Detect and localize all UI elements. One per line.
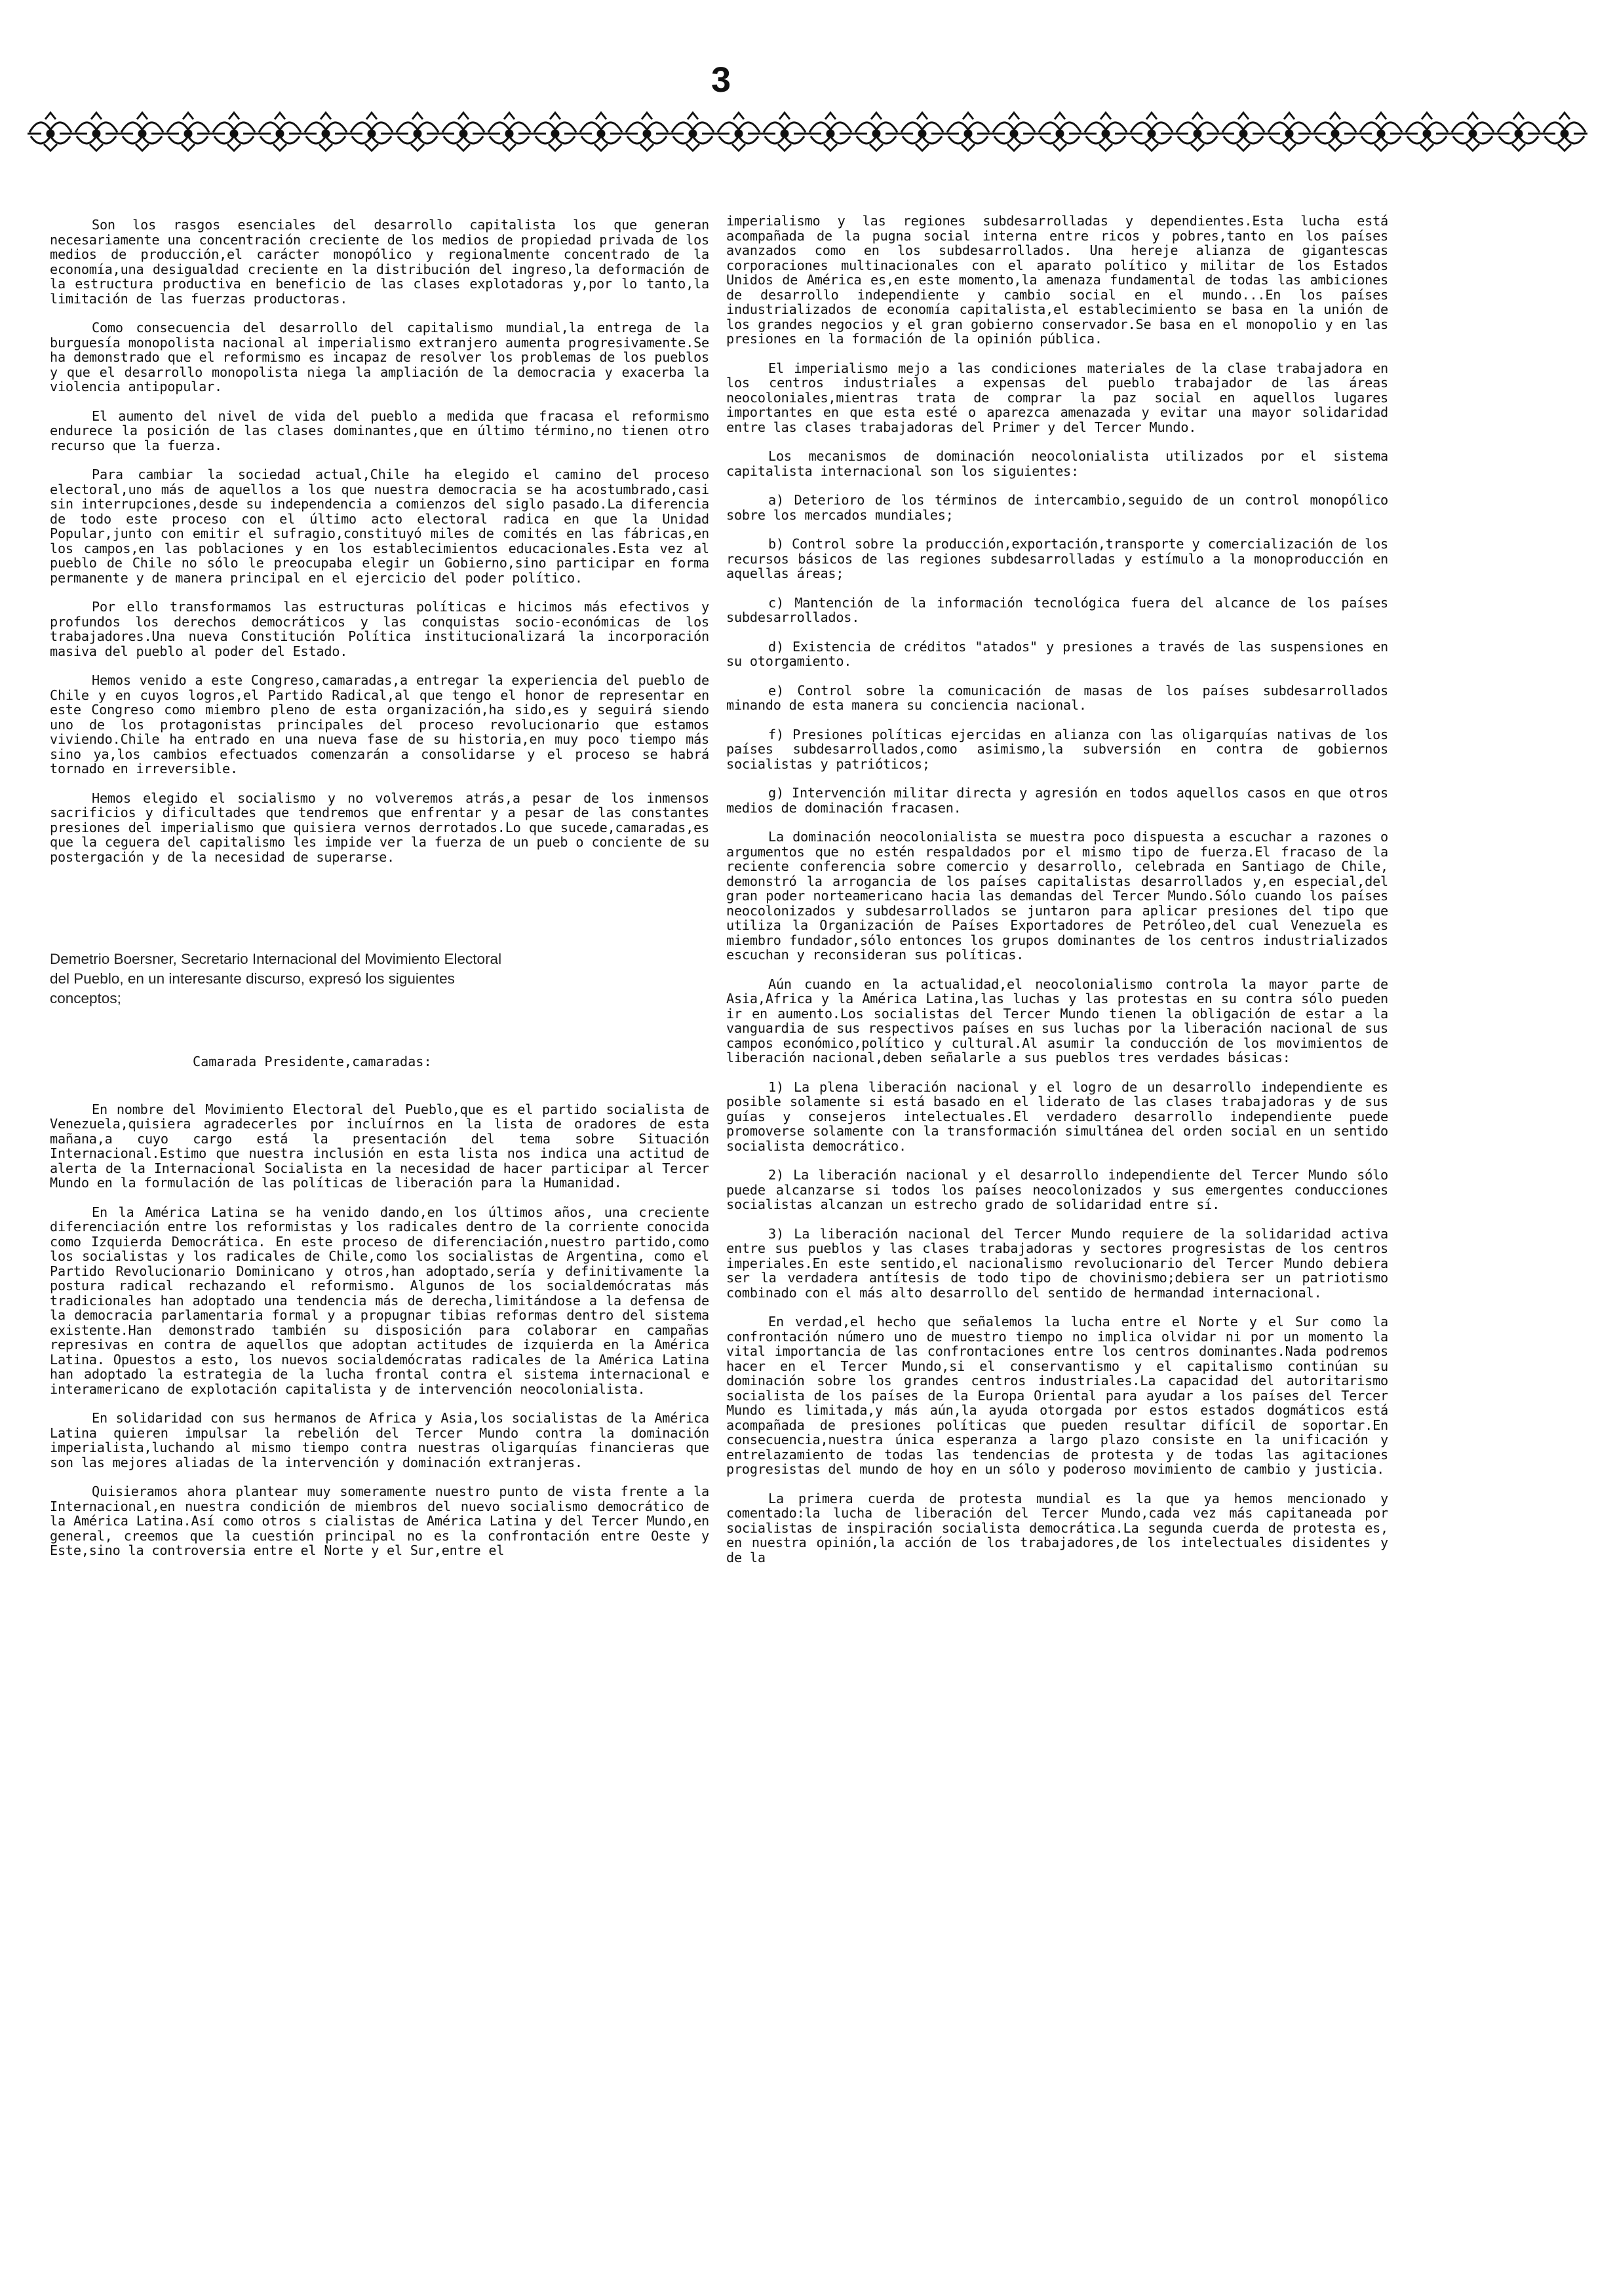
ornament-motif: [257, 113, 303, 151]
ornament-motif: [1404, 113, 1450, 151]
right-paragraph-11: La dominación neocolonialista se muestra poco dispuesta a escuchar a razones o argumentos que no estén respaldados por el mismo tipo de fuerza.El fracaso de la reciente conferencia sobre comercio y desarrollo, celebrada en Santiago de Chile, demonstró la arrogancia de los países capitalistas desarrollados y,en especial,del gran poder norteamericano hacia las demandas del Tercer Mundo.Sólo cuando los países neocolonizados y subdesarrollados se juntaron para aplicar presiones del tipo que utiliza la Organización de Países Exportadores de Petróleo,del cual Venezuela es miembro fundador,sólo entonces los grupos dominantes de los centros industrializados escuchan y reconsideran sus políticas.: [726, 829, 1388, 963]
ornament-motif: [395, 113, 440, 151]
right-column: [726, 214, 1388, 1579]
ornament-motif: [1450, 113, 1496, 151]
list-item-e: e) Control sobre la comunicación de masas de los países subdesarrollados minando de esta manera su conciencia nacional.: [726, 682, 1388, 713]
left-paragraph-1: Son los rasgos esenciales del desarrollo capitalista los que generan necesariamente una concentración creciente de los medios de propiedad privada de los medios de producción,el carácter monopólico y regionalmente concentrado de la economía,una desigualdad creciente en la distribución del ingreso,la deformación de la estructura productiva en beneficio de las clases explotadoras y,por lo tanto,la limitación de las fuerzas productoras.: [50, 217, 709, 307]
ornament-motif: [808, 113, 853, 151]
ornament-motif: [28, 113, 73, 151]
decorative-border-ornament: [28, 110, 1587, 153]
ornament-motif: [1129, 113, 1175, 151]
ornament-motif: [1358, 113, 1404, 151]
left-paragraph-6: Hemos venido a este Congreso,camaradas,a entregar la experiencia del pueblo de Chile y en cuyos logros,el Partido Radical,al que tengo el honor de representar en este Congreso como miembro pleno de esta organización,ha sido,es y seguirá siendo uno de los protagonistas principales del proceso revolucionario que estamos viviendo.Chile ha entrado en una nueva fase de su historia,en muy poco tiempo más sino ya,los cambios efectuados comenzarán a consolidarse y el proceso se habrá tornado en irreversible.: [50, 672, 709, 776]
left-paragraph-4: Para cambiar la sociedad actual,Chile ha elegido el camino del proceso electoral,uno más de aquellos a los que nuestra democracia se ha acostumbrado,casi sin interrupciones,desde su independencia a comienzos del siglo pasado.La diferencia de todo este proceso con el último acto electoral radica en que la Unidad Popular,junto con emitir el sufragio,constituyó miles de comités en las fábricas,en los campos,en las poblaciones y en los establecimientos educacionales.Esta vez al pueblo de Chile no sólo le preocupaba elegir un Gobierno,sino participar en forma permanente y de manera principal en el ejercicio del poder político.: [50, 467, 709, 586]
ornament-motif: [899, 113, 945, 151]
ornament-motif: [716, 113, 762, 151]
ornament-motif: [349, 113, 395, 151]
list-item-d: d) Existencia de créditos "atados" y presiones a través de las suspensiones en su otorgamiento.: [726, 638, 1388, 669]
left-paragraph-2: Como consecuencia del desarrollo del capitalismo mundial,la entrega de la burguesía monopolista nacional al imperialismo extranjero aumenta progresivamente.Se ha demonstrado que el reformismo es incapaz de resolver los problemas de los pueblos y que el desarrollo monopolista niega la ampliación de la democracia y exacerba la violencia antipopular.: [50, 320, 709, 394]
speech-salutation: Camarada Presidente,camaradas:: [193, 1054, 432, 1069]
ornament-motif: [532, 113, 578, 151]
ornament-motif: [1175, 113, 1220, 151]
right-paragraph-12: Aún cuando en la actualidad,el neocolonialismo controla la mayor parte de Asia,Africa y la América Latina,las luchas y las protestas en su contra sólo pueden ir en aumento.Los socialistas del Tercer Mundo tienen la obligación de estar a la vanguardia de sus respectivos países en sus luchas por la liberación nacional de sus campos económico,político y cultural.Al asumir la conducción de los movimientos de liberación nacional,deben señalarle a sus pueblos tres verdades básicas:: [726, 976, 1388, 1065]
ornament-motif: [486, 113, 532, 151]
list-item-a: a) Deterioro de los términos de intercambio,seguido de un control monopólico sobre los mercados mundiales;: [726, 492, 1388, 523]
ornament-motif: [670, 113, 716, 151]
ornament-motif: [1312, 113, 1358, 151]
ornament-motif: [945, 113, 991, 151]
truth-item-2: 2) La liberación nacional y el desarrollo independiente del Tercer Mundo sólo puede alcanzarse si todos los países neocolonizados y sus emergentes conducciones socialistas alcanzan un estrecho grado de solidaridad entre sí.: [726, 1167, 1388, 1212]
ornament-motif: [1542, 113, 1587, 151]
ornament-motif: [991, 113, 1037, 151]
speech-paragraph-4: Quisieramos ahora plantear muy someramente nuestro punto de vista frente a la Internacional,en nuestra condición de miembros del nuevo socialismo democrático de la América Latina.Así como otros s cialistas de América Latina y del Tercer Mundo,en general, creemos que la cuestión principal no es la confrontación entre Oeste y Este,sino la controversia entre el Norte y el Sur,entre el: [50, 1483, 709, 1558]
list-item-c: c) Mantención de la información tecnológica fuera del alcance de los países subdesarrollados.: [726, 594, 1388, 625]
list-item-b: b) Control sobre la producción,exportación,transporte y comercialización de los recursos básicos de las regiones subdesarrolladas y estímulo a la monoproducción en aquellas áreas;: [726, 536, 1388, 581]
ornament-motif: [762, 113, 808, 151]
truth-item-3: 3) La liberación nacional del Tercer Mundo requiere de la solidaridad activa entre sus pueblos y las clases trabajadoras y sectores progresistas de los centros imperiales.En este sentido,el nacionalismo revolucionario del Tercer Mundo debiera ser la verdadera antítesis de todo tipo de chovinismo;debiera ser un patriotismo combinado con el más alto desarrollo del sentido de hermandad internacional.: [726, 1225, 1388, 1301]
right-paragraph-2: El imperialismo mejo a las condiciones materiales de la clase trabajadora en los centros industriales a expensas del pueblo trabajador de las áreas neocoloniales,mientras trata de comprar la paz social en aquellos lugares importantes en que esta esté o aparezca amenazada y evitar una mayor solidaridad entre las clases trabajadoras del Primer y del Tercer Mundo.: [726, 360, 1388, 435]
ornament-motif: [578, 113, 624, 151]
speech-paragraph-1: En nombre del Movimiento Electoral del Pueblo,que es el partido socialista de Venezuela,quisiera agradecerles por incluírnos en la lista de oradores de esta mañana,a cuyo cargo está la presentación del tema sobre Situación Internacional.Estimo que nuestra inclusión en esta lista nos indica una actitud de alerta de la Internacional Socialista en la necesidad de hacer participar al Tercer Mundo en la formulación de las políticas de liberación para la Humanidad.: [50, 1101, 709, 1191]
left-paragraph-7: Hemos elegido el socialismo y no volveremos atrás,a pesar de los inmensos sacrificios y dificultades que tendremos que enfrentar y a pesar de las constantes presiones del imperialismo que quisiera vernos derrotados.Lo que sucede,camaradas,es que la ceguera del capitalismo les impide ver la fuerza de un pueb o conciente de su postergación y de la necesidad de superarse.: [50, 790, 709, 865]
right-paragraph-17: La primera cuerda de protesta mundial es la que ya hemos mencionado y comentado:la lucha de liberación del Tercer Mundo,cada vez más capitaneada por socialistas de inspiración socialista democrática.La segunda cuerda de protesta es, en nuestra opinión,la acción de los trabajadores,de los intelectuales disidentes y de la: [726, 1490, 1388, 1565]
left-column: [50, 218, 709, 1573]
list-item-f: f) Presiones políticas ejercidas en alianza con las oligarquías nativas de los países subdesarrollados,como asimismo,la subversión en contra de gobiernos socialistas y patrióticos;: [726, 726, 1388, 772]
list-item-g: g) Intervención militar directa y agresión en todos aquellos casos en que otros medios de dominación fracasen.: [726, 785, 1388, 816]
ornament-motif: [1037, 113, 1083, 151]
truth-item-1: 1) La plena liberación nacional y el logro de un desarrollo independiente es posible solamente si está basado en el liderato de las clases trabajadoras y de sus guías y consejeros intelectuales.El verdadero desarrollo independiente puede promoverse solamente con la transformación simultánea del orden social en un sentido socialista democrático.: [726, 1079, 1388, 1154]
speaker-caption: Demetrio Boersner, Secretario Internacional del Movimiento Electoral del Pueblo, en un interesante discurso, expresó los siguientes conceptos;: [50, 951, 502, 1006]
page-number: 3: [710, 60, 731, 100]
ornament-motif: [73, 113, 119, 151]
ornament-motif: [165, 113, 211, 151]
ornament-motif: [440, 113, 486, 151]
ornament-motif: [1220, 113, 1266, 151]
ornament-motif: [1266, 113, 1312, 151]
ornament-motif: [119, 113, 165, 151]
ornament-motif: [303, 113, 349, 151]
right-paragraph-3: Los mecanismos de dominación neocolonialista utilizados por el sistema capitalista internacional son los siguientes:: [726, 448, 1388, 479]
right-paragraph-1: imperialismo y las regiones subdesarrolladas y dependientes.Esta lucha está acompañada de la pugna social interna entre ricos y pobres,tanto en los países avanzados como en los subdesarrollados. Una hereje alianza de gigantescas corporaciones multinacionales con el aparato político y militar de los Estados Unidos de América es,en este momento,la amenaza fundamental de todas las ambiciones de desarrollo independiente y cambio social en el mundo...En los países industrializados de economía capitalista,el establecimiento se basa en la unión de los grandes negocios y el gran gobierno conservador.Se basa en el monopolio y en las presiones en la formación de la opinión pública.: [726, 213, 1388, 347]
ornament-motif: [853, 113, 899, 151]
speech-paragraph-3: En solidaridad con sus hermanos de Africa y Asia,los socialistas de la América Latina quieren impulsar la rebelión del Tercer Mundo contra la dominación imperialista,luchando al mismo tiempo contra nuestras oligarquías financieras que son las mejores aliadas de la intervención y dominación extranjeras.: [50, 1410, 709, 1470]
ornament-motif: [1496, 113, 1542, 151]
ornament-motif: [211, 113, 257, 151]
left-paragraph-3: El aumento del nivel de vida del pueblo a medida que fracasa el reformismo endurece la posición de las clases dominantes,que en último término,no tienen otro recurso que la fuerza.: [50, 408, 709, 453]
ornament-motif: [624, 113, 670, 151]
ornament-motif: [1083, 113, 1129, 151]
speech-paragraph-2: En la América Latina se ha venido dando,en los últimos años, una creciente diferenciación entre los reformistas y los radicales dentro de la corriente conocida como Izquierda Democrática. En este proceso de diferenciación,nuestro partido,como los socialistas y los radicales de Chile,como los socialistas de Argentina, como el Partido Revolucionario Dominicano y otros,han adoptado,sería y definitivamente la postura radical rechazando el reformismo. Algunos de los socialdemócratas más tradicionales han adoptado una tendencia más de derecha,limitándose a la defensa de la democracia parlamentaria formal y a propugnar tibias reformas dentro del sistema existente.Han demonstrado también su disposición para colaborar en campañas represivas en contra de aquellos que adoptan actitudes de izquierda en la América Latina. Opuestos a esto, los nuevos socialdemócratas radicales de la América Latina han adoptado la estrategia de la lucha frontal contra el sistema internacional e interamericano de explotación capitalista y de intervención neocolonialista.: [50, 1204, 709, 1397]
left-paragraph-5: Por ello transformamos las estructuras políticas e hicimos más efectivos y profundos los derechos democráticos y las conquistas socio-económicas de los trabajadores.Una nueva Constitución Política institucionalizará la incorporación masiva del pueblo al poder del Estado.: [50, 599, 709, 659]
right-paragraph-16: En verdad,el hecho que señalemos la lucha entre el Norte y el Sur como la confrontación número uno de muestro tiempo no implica olvidar ni por un momento la vital importancia de las confrontaciones entre los centros dominantes.Nada podremos hacer en el Tercer Mundo,si el conservantismo y el capitalismo continúan su dominación sobre los grandes centros industriales.La capacidad del autoritarismo socialista de los países de la Europa Oriental para ayudar a los países del Tercer Mundo es limitada,y más aún,la ayuda otorgada por estos estados dogmáticos está acompañada de presiones políticas que pueden resultar difícil de soportar.En consecuencia,nuestra única esperanza a largo plazo consiste en la unificación y entrelazamiento de todas las tendencias de protesta y de todas las agitaciones progresistas del mundo de hoy en un sólo y poderoso movimiento de cambio y justicia.: [726, 1314, 1388, 1477]
